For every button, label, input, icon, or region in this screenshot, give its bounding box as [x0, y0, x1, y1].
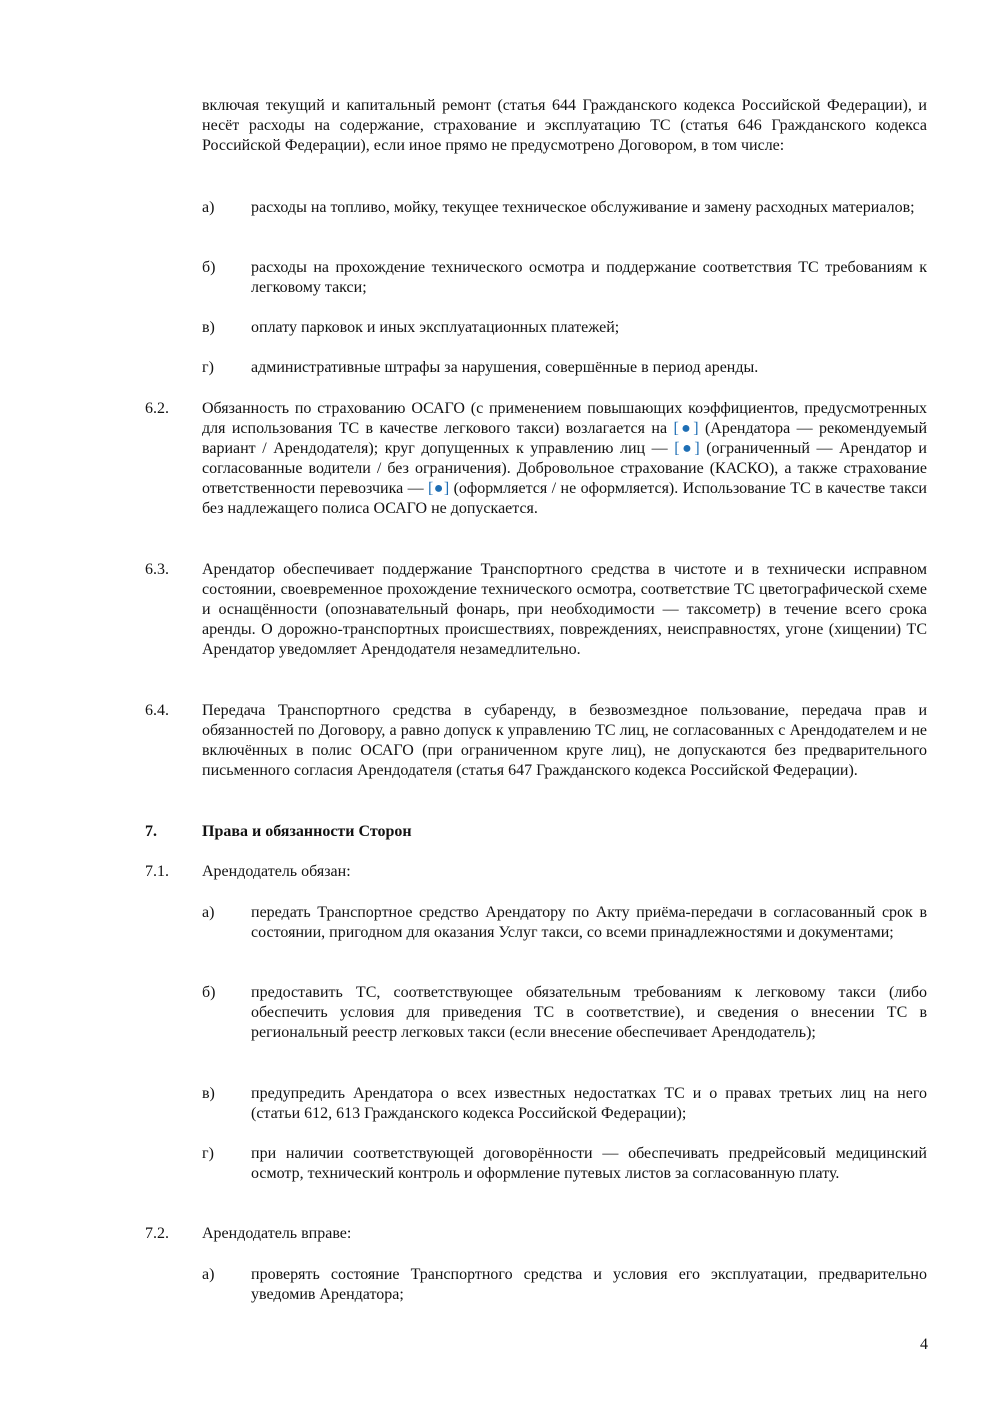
clause-number: 7.2.	[145, 1225, 169, 1242]
intro-paragraph: включая текущий и капитальный ремонт (статья 644 Гражданского кодекса Российской Федерации), и несёт расходы на содержание, страхование и эксплуатацию ТС (статья 646 Гражданского кодекса Российской Федерации), если иное прямо не предусмотрено Договором, в том числе:	[202, 97, 927, 154]
section-title: Права и обязанности Сторон	[202, 823, 412, 840]
list-item-text: предоставить ТС, соответствующее обязательным требованиям к легковому такси (либо обеспечить условия для приведения ТС в соответствие), и сведения о внесении ТС в региональный реестр легковых такси (если внесение обеспечивает Арендодатель);	[251, 984, 927, 1041]
section-number: 7.	[145, 823, 157, 840]
clause-number: 6.3.	[145, 561, 169, 578]
clause-text: Арендодатель обязан:	[202, 863, 351, 880]
placeholder-marker: [●]	[428, 480, 450, 497]
list-item-text: при наличии соответствующей договорённости — обеспечивать предрейсовый медицинский осмотр, технический контроль и оформление путевых листов за согласованную плату.	[251, 1145, 927, 1182]
list-item-label: б)	[202, 984, 216, 1001]
placeholder-marker: [●]	[674, 440, 700, 457]
list-item-label: а)	[202, 1266, 215, 1283]
list-item-label: б)	[202, 259, 216, 276]
list-item-text: расходы на топливо, мойку, текущее техническое обслуживание и замену расходных материалов;	[251, 199, 915, 216]
list-item-label: г)	[202, 359, 214, 376]
clause-number: 6.4.	[145, 702, 169, 719]
list-item-text: расходы на прохождение технического осмотра и поддержание соответствия ТС требованиям к легковому такси;	[251, 259, 927, 296]
list-item-text: проверять состояние Транспортного средства и условия его эксплуатации, предварительно уведомив Арендатора;	[251, 1266, 927, 1303]
clause-text: Арендодатель вправе:	[202, 1225, 352, 1242]
list-item-label: а)	[202, 904, 215, 921]
page-number: 4	[920, 1336, 928, 1353]
clause-number: 6.2.	[145, 400, 169, 417]
list-item-label: в)	[202, 1085, 215, 1102]
clause-text: Передача Транспортного средства в субаренду, в безвозмездное пользование, передача прав и обязанностей по Договору, а равно допуск к управлению ТС лиц, не согласованных с Арендодателем и не включённых в полис ОСАГО (при ограниченном круге лиц), не допускаются без предварительного письменного согласия Арендодателя (статья 647 Гражданского кодекса Российской Федерации).	[202, 702, 927, 779]
list-item-text: оплату парковок и иных эксплуатационных платежей;	[251, 319, 620, 336]
list-item-text: передать Транспортное средство Арендатору по Акту приёма-передачи в согласованный срок в состоянии, пригодном для оказания Услуг такси, со всеми принадлежностями и документами;	[251, 904, 927, 941]
list-item-text: предупредить Арендатора о всех известных недостатках ТС и о правах третьих лиц на него (статьи 612, 613 Гражданского кодекса Российской Федерации);	[251, 1085, 927, 1122]
placeholder-marker: [●]	[673, 420, 699, 437]
clause-text: Арендатор обеспечивает поддержание Транспортного средства в чистоте и в технически исправном состоянии, своевременное прохождение технического осмотра, соответствие ТС цветографической схеме и оснащённости (опознавательный фонарь, при необходимости — таксометр) в течение всего срока аренды. О дорожно-транспортных происшествиях, повреждениях, неисправностях, угоне (хищении) ТС Арендатор уведомляет Арендодателя незамедлительно.	[202, 561, 927, 658]
list-item-label: г)	[202, 1145, 214, 1162]
clause-number: 7.1.	[145, 863, 169, 880]
clause-text: Обязанность по страхованию ОСАГО (с применением повышающих коэффициентов, предусмотренных для использования ТС в качестве легкового такси) возлагается на [●] (Арендатора — рекомендуемый вариант / Арендодателя); круг допущенных к управлению лиц — [●] (ограниченный — Арендатор и согласованные водители / без ограничения). Добровольное страхование (КАСКО), а также страхование ответственности перевозчика — [●] (оформляется / не оформляется). Использование ТС в качестве такси без надлежащего полиса ОСАГО не допускается.	[202, 400, 928, 517]
list-item-text: административные штрафы за нарушения, совершённые в период аренды.	[251, 359, 759, 376]
list-item-label: а)	[202, 199, 215, 216]
list-item-label: в)	[202, 319, 215, 336]
